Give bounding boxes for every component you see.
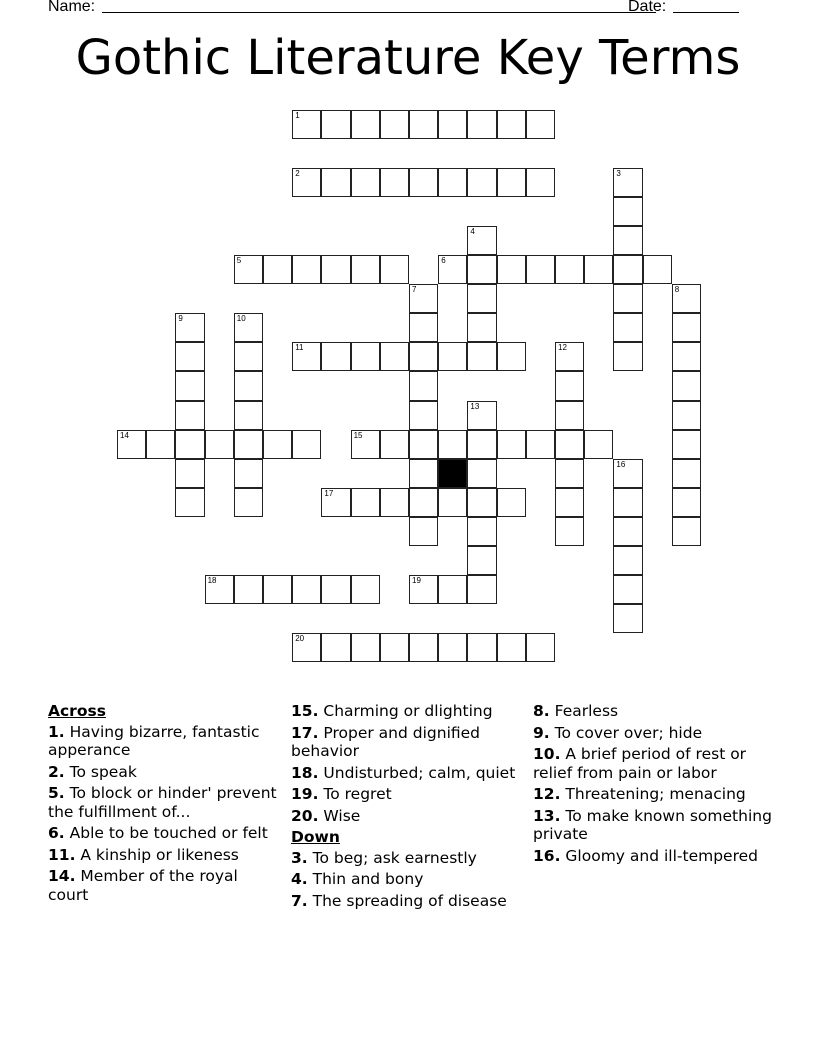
grid-cell[interactable]: [497, 342, 526, 371]
grid-cell[interactable]: [467, 488, 496, 517]
grid-cell[interactable]: [467, 459, 496, 488]
grid-cell[interactable]: [467, 342, 496, 371]
grid-cell[interactable]: [292, 168, 321, 197]
grid-cell[interactable]: [234, 459, 263, 488]
cell-number: 13: [470, 401, 480, 411]
grid-cell[interactable]: [205, 575, 234, 604]
grid-cell[interactable]: [351, 110, 380, 139]
grid-cell[interactable]: [234, 371, 263, 400]
grid-cell[interactable]: [555, 371, 584, 400]
grid-cell[interactable]: [555, 459, 584, 488]
clue-across-14: 14. Member of the royal court: [48, 867, 238, 904]
grid-cell[interactable]: [351, 575, 380, 604]
grid-cell[interactable]: [613, 342, 642, 371]
grid-cell[interactable]: [175, 401, 204, 430]
grid-cell[interactable]: [467, 226, 496, 255]
grid-cell[interactable]: [555, 342, 584, 371]
cell-number: 17: [324, 488, 334, 498]
grid-cell[interactable]: [438, 633, 467, 662]
grid-cell[interactable]: [321, 575, 350, 604]
cell-number: 14: [120, 430, 129, 440]
clue-across-15: 15. Charming or dlighting: [291, 702, 493, 720]
grid-cell[interactable]: [497, 633, 526, 662]
grid-cell[interactable]: [321, 255, 350, 284]
clue-across-1: 1. Having bizarre, fantastic apperance: [48, 722, 260, 759]
grid-cell[interactable]: [234, 575, 263, 604]
clue-across-18: 18. Undisturbed; calm, quiet: [291, 763, 516, 782]
grid-cell[interactable]: [380, 488, 409, 517]
grid-cell[interactable]: [497, 430, 526, 459]
clue-across-6: 6. Able to be touched or felt: [48, 824, 268, 842]
grid-cell[interactable]: [613, 226, 642, 255]
clue-down-4: 4. Thin and bony: [291, 870, 424, 888]
grid-cell[interactable]: [409, 313, 438, 342]
grid-cell[interactable]: [234, 401, 263, 430]
clues-column-3: [533, 702, 773, 868]
grid-cell[interactable]: [292, 633, 321, 662]
clue-down-8: 8. Fearless: [533, 702, 619, 720]
grid-cell[interactable]: [613, 517, 642, 546]
clues-column-1: [48, 702, 278, 907]
cell-number: 4: [470, 227, 475, 237]
grid-cell[interactable]: [497, 488, 526, 517]
clue-down-3: 3. To beg; ask earnestly: [291, 848, 477, 867]
grid-cell[interactable]: [380, 255, 409, 284]
grid-cell[interactable]: [438, 255, 467, 284]
grid-cell[interactable]: [292, 110, 321, 139]
grid-cell[interactable]: [438, 430, 467, 459]
grid-cell[interactable]: [613, 488, 642, 517]
grid-cell[interactable]: [613, 197, 642, 226]
grid-cell[interactable]: [467, 517, 496, 546]
grid-cell[interactable]: [497, 110, 526, 139]
grid-cell[interactable]: [263, 430, 292, 459]
grid-cell[interactable]: [321, 633, 350, 662]
cell-number: 1: [295, 111, 300, 120]
grid-cell[interactable]: [351, 430, 380, 459]
grid-cell[interactable]: [409, 459, 438, 488]
grid-cell[interactable]: [409, 633, 438, 662]
cell-number: 15: [353, 430, 363, 440]
grid-cell[interactable]: [643, 255, 672, 284]
clues-column-2: [291, 702, 526, 913]
grid-cell[interactable]: [672, 284, 701, 313]
grid-cell[interactable]: [672, 430, 701, 459]
grid-cell[interactable]: [321, 342, 350, 371]
grid-cell[interactable]: [380, 110, 409, 139]
clue-down-13: 13. To make known something private: [533, 806, 772, 843]
clue-across-5: 5. To block or hinder' prevent the fulfillment of...: [48, 784, 277, 821]
grid-cell[interactable]: [497, 168, 526, 197]
cell-number: 6: [441, 256, 446, 266]
grid-cell[interactable]: [234, 255, 263, 284]
cell-number: 10: [236, 314, 246, 324]
grid-cell[interactable]: [409, 110, 438, 139]
cell-number: 11: [295, 343, 304, 353]
grid-cell[interactable]: [205, 430, 234, 459]
grid-cell[interactable]: [613, 604, 642, 633]
grid-cell[interactable]: [175, 342, 204, 371]
clue-across-2: 2. To speak: [48, 762, 137, 781]
grid-cell[interactable]: [292, 255, 321, 284]
grid-cell[interactable]: [672, 313, 701, 342]
clue-down-9: 9. To cover over; hide: [533, 723, 703, 742]
cell-number: 7: [412, 285, 417, 295]
grid-cell[interactable]: [672, 488, 701, 517]
grid-cell[interactable]: [321, 168, 350, 197]
grid-cell[interactable]: [526, 633, 555, 662]
grid-cell[interactable]: [584, 430, 613, 459]
grid-cell[interactable]: [175, 488, 204, 517]
black-cell: [438, 459, 467, 488]
grid-cell[interactable]: [526, 110, 555, 139]
grid-cell[interactable]: [438, 110, 467, 139]
grid-cell[interactable]: [672, 342, 701, 371]
grid-cell[interactable]: [438, 488, 467, 517]
grid-cell[interactable]: [117, 430, 146, 459]
grid-cell[interactable]: [613, 313, 642, 342]
grid-cell[interactable]: [175, 313, 204, 342]
grid-cell[interactable]: [467, 255, 496, 284]
clue-down-10: 10. A brief period of rest or relief from pain or labor: [533, 745, 747, 782]
grid-cell[interactable]: [263, 575, 292, 604]
cell-number: 3: [616, 169, 621, 179]
grid-cell[interactable]: [613, 546, 642, 575]
grid-cell[interactable]: [467, 575, 496, 604]
clue-across-19: 19. To regret: [291, 785, 392, 803]
grid-cell[interactable]: [380, 342, 409, 371]
grid-cell[interactable]: [321, 110, 350, 139]
grid-cell[interactable]: [409, 488, 438, 517]
cell-number: 2: [295, 169, 300, 179]
grid-cell[interactable]: [234, 313, 263, 342]
grid-cell[interactable]: [467, 313, 496, 342]
grid-cell[interactable]: [292, 342, 321, 371]
cell-number: 5: [236, 256, 242, 266]
clue-across-20: 20. Wise: [291, 806, 361, 825]
page-title: Gothic Literature Key Terms: [75, 30, 741, 86]
cell-number: 18: [207, 575, 217, 585]
grid-cell[interactable]: [409, 371, 438, 400]
grid-cell[interactable]: [409, 401, 438, 430]
grid-cell[interactable]: [497, 255, 526, 284]
across-heading: Across: [48, 702, 106, 720]
grid-cell[interactable]: [409, 168, 438, 197]
grid-cell[interactable]: [321, 488, 350, 517]
grid-cell[interactable]: [409, 430, 438, 459]
clue-across-17: 17. Proper and dignified behavior: [291, 723, 481, 760]
cell-number: 19: [412, 575, 421, 585]
grid-cell[interactable]: [613, 255, 642, 284]
grid-cell[interactable]: [555, 255, 584, 284]
grid-cell[interactable]: [526, 168, 555, 197]
grid-cell[interactable]: [555, 517, 584, 546]
grid-cell[interactable]: [526, 255, 555, 284]
date-label: Date:: [628, 0, 667, 15]
grid-cell[interactable]: [351, 633, 380, 662]
grid-cell[interactable]: [438, 575, 467, 604]
grid-cell[interactable]: [613, 284, 642, 313]
grid-cell[interactable]: [672, 459, 701, 488]
grid-cell[interactable]: [380, 430, 409, 459]
cell-number: 12: [558, 343, 567, 353]
grid-cell[interactable]: [351, 342, 380, 371]
grid-cell[interactable]: [351, 168, 380, 197]
grid-cell[interactable]: [672, 371, 701, 400]
name-label: Name:: [48, 0, 96, 15]
grid-cell[interactable]: [175, 459, 204, 488]
cell-number: 8: [674, 285, 680, 295]
clue-across-11: 11. A kinship or likeness: [48, 845, 239, 864]
grid-cell[interactable]: [409, 575, 438, 604]
grid-cell[interactable]: [292, 575, 321, 604]
grid-cell[interactable]: [351, 255, 380, 284]
grid-cell[interactable]: [146, 430, 175, 459]
grid-cell[interactable]: [175, 371, 204, 400]
cell-number: 9: [178, 314, 183, 324]
grid-cell[interactable]: [467, 110, 496, 139]
grid-cell[interactable]: [613, 459, 642, 488]
grid-cell[interactable]: [409, 342, 438, 371]
grid-cell[interactable]: [234, 430, 263, 459]
grid-cell[interactable]: [467, 168, 496, 197]
cell-number: 16: [616, 459, 626, 469]
grid-cell[interactable]: [672, 401, 701, 430]
grid-cell[interactable]: [526, 430, 555, 459]
grid-cell[interactable]: [613, 168, 642, 197]
grid-cell[interactable]: [467, 546, 496, 575]
grid-cell[interactable]: [613, 575, 642, 604]
grid-cell[interactable]: [555, 430, 584, 459]
clue-down-16: 16. Gloomy and ill-tempered: [533, 846, 758, 865]
grid-cell[interactable]: [467, 401, 496, 430]
grid-cell[interactable]: [555, 401, 584, 430]
grid-cell[interactable]: [467, 633, 496, 662]
grid-cell[interactable]: [672, 517, 701, 546]
grid-cell[interactable]: [234, 342, 263, 371]
grid-cell[interactable]: [438, 342, 467, 371]
cell-number: 20: [295, 633, 305, 643]
grid-cell[interactable]: [467, 284, 496, 313]
clue-down-7: 7. The spreading of disease: [291, 891, 507, 910]
grid-cell[interactable]: [555, 488, 584, 517]
grid-cell[interactable]: [263, 255, 292, 284]
grid-cell[interactable]: [438, 168, 467, 197]
grid-cell[interactable]: [351, 488, 380, 517]
grid-cell[interactable]: [380, 633, 409, 662]
grid-cell[interactable]: [409, 284, 438, 313]
clue-down-12: 12. Threatening; menacing: [533, 785, 746, 803]
grid-cell[interactable]: [380, 168, 409, 197]
grid-cell[interactable]: [584, 255, 613, 284]
grid-cell[interactable]: [467, 430, 496, 459]
grid-cell[interactable]: [175, 430, 204, 459]
grid-cell[interactable]: [409, 517, 438, 546]
down-heading: Down: [291, 828, 340, 846]
grid-cell[interactable]: [292, 430, 321, 459]
grid-cell[interactable]: [234, 488, 263, 517]
